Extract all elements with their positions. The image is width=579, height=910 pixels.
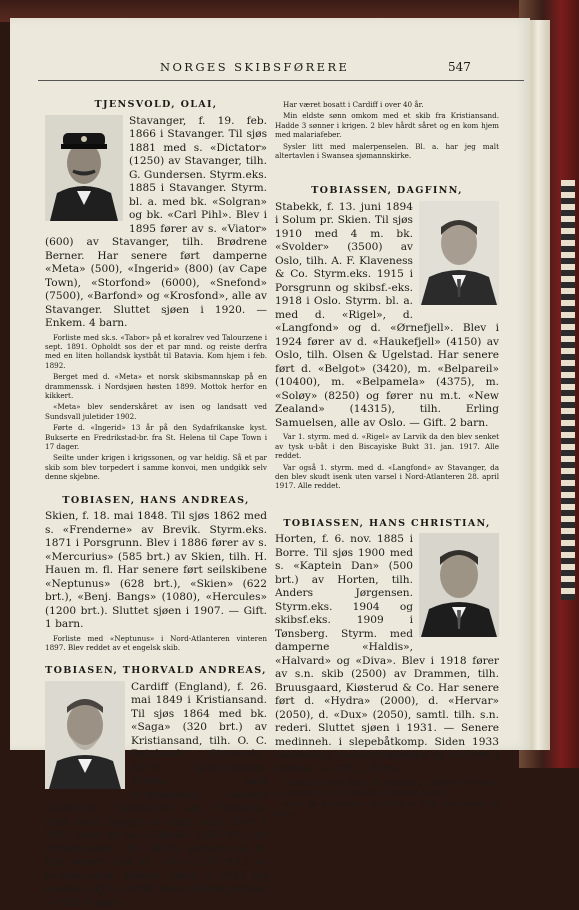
page-number: 547 [448,60,471,74]
entry-note: «Meta» blev senderskåret av isen og landsatt ved Sundsvall juletider 1902. [45,402,267,421]
entry-tobiasen-hans-andreas [45,494,267,653]
bearded-man-portrait-icon [45,681,125,794]
entry-name: TJENSVOLD, OLAI, [94,99,218,110]
man-with-captain-hat-portrait-icon [45,115,123,226]
entry-note: Min eldste sønn omkom med et skib fra Kristiansand. Hadde 3 sønner i krigen. 2 blev hårdt såret og en kom hjem med malariafeber. [275,111,499,140]
entry-text: Stavanger, f. 19. feb. 1866 i Stavanger. Til sjøs 1881 med s. «Dictator» (1250) av Stavanger, tilh. G. Gundersen. Styrm.eks. 1885 i Stavanger. Styrm. bl. a. med bk. «Solgran» og bk. «Carl Pihl». Blev i 1895 fører av s. «Viator» (600) av Stavanger, tilh. Brødrene Berner. Har senere ført damperne «Meta» (500), «Ingerid» (800) (av Cape Town), «Storfond» (6000), «Snefond» (7500), «Barfond» og «Krosfond», alle av Stavanger. Sluttet sjøen i 1920. — Enkem. 4 barn. [45,114,267,329]
entry-tobiassen-dagfinn [275,184,499,490]
man-in-suit-portrait-icon [419,201,499,310]
entry-text: Horten, f. 6. nov. 1885 i Borre. Til sjøs 1900 med s. «Kaptein Dan» (500 brt.) av Horten, tilh. Anders Jørgensen. Styrm.eks. 1904 og skibsf.eks. 1909 i Tønsberg. Styrm. med damperne «Haldis», «Halvard» og «Diva». Blev i 1918 fører av s.n. skib (2500) av Drammen, tilh. Bruusgaard, Kiøsterud & Co. Har senere ført d. «Hydra» (2000), d. «Hervar» (2050), d. «Dux» (2050), samtl. tilh. s.n. rederi. Sluttet sjøen i 1931. — Senere medinneh. i slepebåtkomp. Siden 1933 havnefogd, mønstringsmann og losform. i Horten. — Gift. 2 barn. [275,533,499,775]
entry-name: TOBIASSEN, DAGFINN, [311,185,463,197]
entry-tjensvold [45,98,267,482]
running-header [10,60,530,74]
entry-text: Cardiff (England), f. 26. mai 1849 i Kristiansand. Til sjøs 1864 med bk. «Saga» (320 brt.) av Kristiansand, tilh. O. C. Reinhardt. Styrm.eks. 1870 i Kristiansand. Styrm. med Kristiansand, skibene «Halfdan», «Jernbyrd» og «Torisdal» (den siste bygget av ham selv). Blev i 1881 fører av sk. «Skjold» (203 brt.) av Kristiansand, tilh. Petter Johnsen m. fl. Har senere ført bk. «Ida» (330 brt.) av Kristiansand. Sluttet sjøen i 1893 og bosatte sig i Cardiff som skibsreparatør. — Gift. 9 barn. [45,680,267,909]
entry-name: TOBIASEN, HANS ANDREAS, [62,494,250,506]
entry-note: Seilte på Kina-kysten fra 1909 til 1931 som styrm. og fører. [275,799,499,818]
entry-note: Var 1. styrm. med d. «Rigel» av Larvik da den blev senket av tysk u-båt i den Biscayiske Bukt 31. jan. 1917. Alle reddet. [275,432,499,461]
man-in-dark-suit-portrait-icon [419,533,499,642]
entry-note: Sysler litt med malerpenselen. Bl. a. har jeg malt altertavlen i Swansea sjømannskirke. [275,141,499,161]
entry-name: TOBIASSEN, HANS CHRISTIAN, [283,517,491,529]
right-column [275,98,499,820]
entry-note: Forliste med sk.s. «Tabor» på et koralrev ved Talourzene i sept. 1891. Opholdt sos der et par mnd. og reiste derfra med en liten hollandsk kystbåt til Batavia. Kom hjem i feb. 1892. [45,332,267,370]
entry-note: Berget med d. «Meta» et norsk skibsmannskap på en drammenssk. i Nordsjøen høsten 1899. Mottok herfor en kikkert. [45,372,267,400]
entry-tobiassen-hans-christian [275,517,499,818]
entry-name: TOBIASEN, THORVALD ANDREAS, [45,665,267,677]
running-title: NORGES SKIBSFØRERE [160,60,350,74]
entry-text: Stabekk, f. 13. juni 1894 i Solum pr. Skien. Til sjøs 1910 med 4 m. bk. «Svolder» (3500) av Oslo, tilh. A. F. Klaveness & Co. Styrm.eks. 1915 i Porsgrunn og skibsf.-eks. 1918 i Oslo. Styrm. bl. a. med d. «Rigel», d. «Langfond» og d. «Ørnefjell». Blev i 1924 fører av d. «Haukefjell» (4150) av Oslo, tilh. Olsen & Ugelstad. Har senere ført d. «Belgot» (3420), m. «Belpareil» (10400), m. «Belpamela» (4375), m. «Soløy» (8250) og fører nu m.t. «New Zealand» (14315), tilh. Erling Samuelsen, alle av Oslo. — Gift. 2 barn. [275,200,499,429]
entry-note: Var også 1. styrm. med d. «Langfond» av Stavanger, da den blev skudt isenk uten varsel i Nord-Atlanteren 28. april 1917. Alle reddet. [275,462,499,491]
header-rule [38,80,524,81]
entry-note: Seilte under krigen i krigssonen, og var heldig. Så et par skib som blev torpedert i samme konvoi, men undgikk selv denne skjebne. [45,453,267,482]
entry-text: Skien, f. 18. mai 1848. Til sjøs 1862 med s. «Frenderne» av Brevik. Styrm.eks. 1871 i Porsgrunn. Blev i 1886 fører av s. «Mercurius» (585 brt.) av Skien, tilh. H. Hauen m. fl. Har senere ført seilskibene «Neptunus» (628 brt.), «Skien» (622 brt.), «Benj. Bangs» (1080), «Hercules» (1200 brt.). Sluttet sjøen i 1907. — Gift. 1 barn. [45,510,267,631]
book-page [10,18,530,909]
bookmark-ribbon [561,180,575,600]
entry-note: Forliste med «Neptunus» i Nord-Atlanteren vinteren 1897. Blev reddet av et engelsk skib. [45,633,267,652]
entry-note: Førte d. «Ingerid» 13 år på den Sydafrikanske kyst. Bukserte en Fredrikstad-br. fra St. Helena til Cape Town i 17 dager. [45,423,267,451]
entry-tobiasen-thorvald [45,664,267,910]
entry-note: Har været bosatt i Cardiff i over 40 år. [283,100,424,109]
left-column [45,98,267,910]
entry-note: Mottatt gullur og kjede fra assuranse. «Vidar» for redning av d. «Hydra 2», grunnstøtt på Anglicia Shoal. [275,778,499,797]
